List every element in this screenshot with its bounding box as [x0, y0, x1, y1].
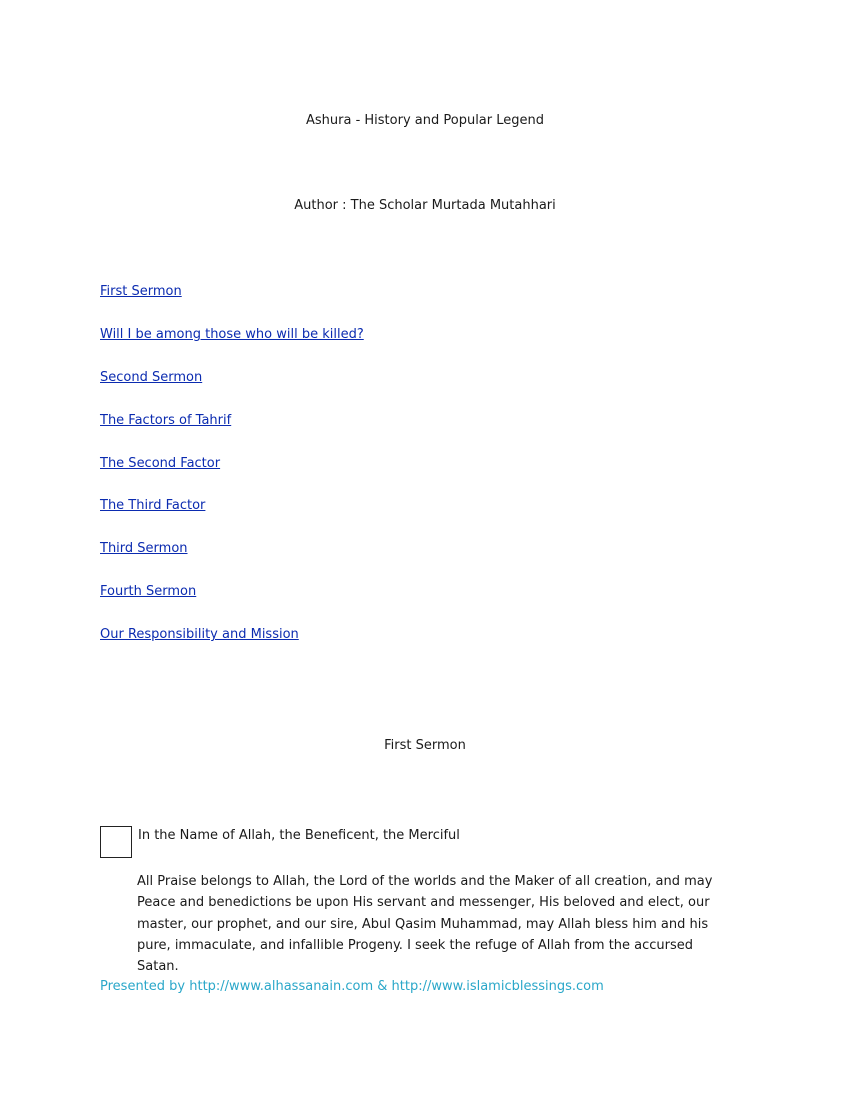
toc-item	[100, 327, 364, 370]
section-heading: First Sermon	[384, 738, 466, 753]
toc-item	[100, 627, 364, 670]
toc-link-responsibility-and-mission[interactable]: Our Responsibility and Mission	[100, 627, 299, 643]
toc-link-second-factor[interactable]: The Second Factor	[100, 455, 221, 471]
footer-credits: Presented by http://www.alhassanain.com & http://www.islamicblessings.com	[100, 979, 604, 994]
toc-link-factors-of-tahrif[interactable]: The Factors of Tahrif	[100, 412, 232, 428]
toc-link-third-sermon[interactable]: Third Sermon	[100, 541, 188, 557]
toc-link-will-i-be-among-killed[interactable]: Will I be among those who will be killed?	[100, 326, 364, 342]
toc-link-fourth-sermon[interactable]: Fourth Sermon	[100, 584, 197, 600]
toc-link-first-sermon[interactable]: First Sermon	[100, 284, 182, 299]
bismillah-text: In the Name of Allah, the Beneficent, the Merciful	[138, 828, 460, 843]
toc-item	[100, 541, 364, 584]
toc-item	[100, 284, 364, 327]
checkbox-box[interactable]	[100, 826, 132, 858]
toc-item	[100, 456, 364, 499]
document-title: Ashura - History and Popular Legend	[305, 113, 544, 128]
toc-item	[100, 498, 364, 541]
toc-item	[100, 370, 364, 413]
table-of-contents	[100, 284, 364, 670]
toc-link-second-sermon[interactable]: Second Sermon	[100, 369, 203, 385]
document-author: Author : The Scholar Murtada Mutahhari	[294, 198, 556, 213]
body-paragraph: All Praise belongs to Allah, the Lord of the worlds and the Maker of all creation, and may Peace and benedictions be upon His servant and messenger, His beloved and elect, our master, our prophet, and our sire, Abul Qasim Muhammad, may Allah bless him and his pure, immaculate, and infallible Progeny. I seek the refuge of Allah from the accursed Satan.	[137, 874, 713, 975]
toc-link-third-factor[interactable]: The Third Factor	[100, 498, 206, 514]
toc-item	[100, 413, 364, 456]
toc-item	[100, 584, 364, 627]
